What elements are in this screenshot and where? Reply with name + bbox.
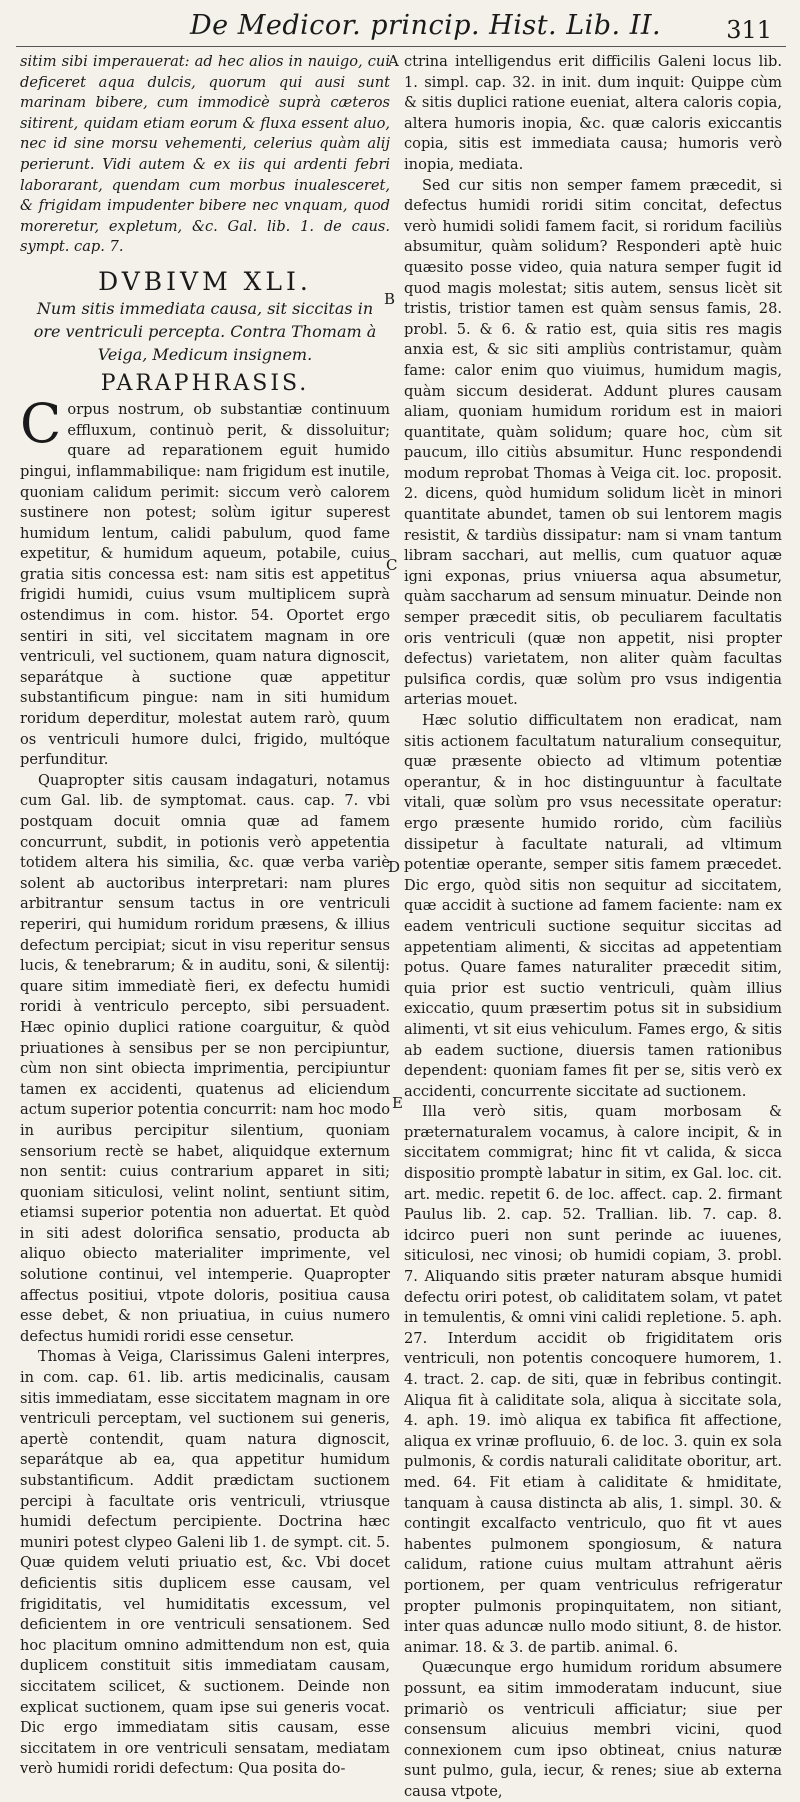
paragraph-3: Thomas à Veiga, Clarissimus Galeni interpres, in com. cap. 61. lib. artis medicinalis, causam sitis immediatam, esse siccitatem magnam in ore ventriculi perceptam, vel suctionem sui generis, apertè contendit, quam natura dignoscit, separátque ab ea, qua appetitur humidum substantificum. Addit prædictam suctionem percipi à facultate oris ventriculi, vtriusque humidi defectum percipiente. Doctrina hæc muniri potest clypeo Galeni lib 1. de sympt. cit. 5. Quæ quidem veluti priuatio est, &c. Vbi docet deficientis sitis duplicem esse causam, vel frigiditatis, vel humiditatis excessum, vel deficientem in ore ventriculi sensationem. Sed hoc placitum omnino admittendum non est, quia duplicem constituit sitis immediatam causam, siccitatem scilicet, & suctionem. Deinde non explicat suctionem, quam ipse sui generis vocat. Dic ergo immediatam sitis causam, esse siccitatem in ore ventriculi sensatam, mediatam verò humidi roridi defectum: Qua posita do-	[20, 1348, 390, 1778]
right-paragraph-3: Hæc solutio difficultatem non eradicat, nam sitis actionem facultatum naturalium consequitur, quæ præsente obiecto ad vltimum potentiæ operantur, & in hoc distinguuntur à facultate vitali, quæ solùm pro vsus necessitate operatur: ergo præsente humido rorido, cùm faciliùs dissipetur à facultate naturali, ad vltimum potentiæ operante, semper sitis famem præcedet. Dic ergo, quòd sitis non sequitur ad siccitatem, quæ accidit à suctione ad famem faciente: nam ex eadem ventriculi suctione sequitur siccitas ad appetentiam alimenti, & siccitas ad appetentiam potus. Quare fames naturaliter præcedit sitim, quia prior est suctio ventriculi, quàm illius exiccatio, quum præsertim potus sit in subsidium alimenti, vt sit eius vehiculum. Fames ergo, & sitis ab eadem suctione, diuersis tamen rationibus dependent: quoniam fames fit per se, sitis verò ex accidenti, concurrente siccitate ad suctionem.	[404, 712, 782, 1100]
paraphrasis-heading: PARAPHRASIS.	[100, 370, 310, 396]
margin-letter-d: D	[388, 858, 401, 876]
running-title: De Medicor. princip. Hist. Lib. II.	[190, 10, 662, 41]
question-heading: Num sitis immediata causa, sit siccitas in ore ventriculi percepta. Contra Thomam à Veiga, Medicum insignem.	[33, 298, 377, 364]
page-number: 311	[726, 16, 772, 44]
right-paragraph-4: Illa verò sitis, quam morbosam & præternaturalem vocamus, à calore incipit, & in siccitatem commigrat; hinc fit vt calida, & sicca dispositio promptè labatur in sitim, ex Gal. loc. cit. art. medic. repetit 6. de loc. affect. cap. 2. firmant Paulus lib. 2. cap. 52. Trallian. lib. 7. cap. 8. idcirco pueri non sunt perinde ac iuuenes, siticulosi, nec vinosi; ob humidi copiam, 3. probl. 7. Aliquando sitis præter naturam absque humidi defectu oriri potest, ob caliditatem solam, vt patet in temulentis, & omni vini calidi repletione. 5. aph. 27. Interdum accidit ob frigiditatem oris ventriculi, non potentis concoquere humorem, 1. 4. tract. 2. cap. de siti, quæ in febribus contingit. Aliqua fit à caliditate sola, aliqua à siccitate sola, 4. aph. 19. imò aliqua ex tabifica fit affectione, aliqua ex vrinæ profluuio, 6. de loc. 3. quin ex sola pulmonis, & cordis naturali caliditate oboritur, art. med. 64. Fit etiam à caliditate & hmiditate, tanquam à causa distincta ab alis, 1. simpl. 30. & contingit excalfacto ventriculo, quo fit vt aues habentes pulmonem spongiosum, & natura calidum, ratione cuius multam attrahunt aëris portionem, per quam ventriculus refrigeratur propter pulmonis propinquitatem, non sitiant, inter quas aduncæ nullo modo sitiunt, 8. de histor. animar. 18. & 3. de partib. animal. 6.	[404, 1103, 782, 1656]
right-paragraph-2: Sed cur sitis non semper famem præcedit, si defectus humidi roridi sitim concitat, defectus verò humidi solidi famem facit, si roridum faciliùs absumitur, quàm solidum? Responderi aptè huic quæsito posse video, quia natura semper fugit id quod magis molestat; sitis autem, sensus licèt sit tristis, tristior tamen est quàm sensus famis, 28. probl. 5. & 6. & ratio est, quia sitis res magis anxia est, & sic siti ampliùs contristamur, quàm fame: calor enim quo viuimus, humidum magis, quàm siccum desiderat. Addunt plures causam aliam, quoniam humidum roridum est in maiori quantitate, quàm solidum; quare hoc, cùm sit paucum, illo citiùs absumitur. Hunc respondendi modum reprobat Thomas à Veiga cit. loc. proposit. 2. dicens, quòd humidum solidum licèt in minori quantitate abundet, tamen ob sui lentorem magis resistit, & tardiùs dissipatur: nam si vnam tantum libram sacchari, aut mellis, cum quatuor aquæ igni exponas, prius vniuersa aqua absumetur, quàm saccharum ad sensum minuatur. Deinde non semper præcedit sitis, ob peculiarem facultatis oris ventriculi (quæ non appetit, nisi propter defectus) varietatem, non aliter quàm facultas pulsifica cordis, quæ solùm pro vsus indigentia arterias mouet.	[404, 176, 782, 709]
right-column	[404, 52, 782, 1802]
left-column	[20, 52, 390, 1780]
paragraph-1	[20, 392, 390, 771]
margin-letter-c: C	[386, 556, 398, 574]
margin-letter-e: E	[392, 1094, 403, 1112]
margin-letter-b: B	[384, 290, 396, 308]
margin-letter-a: A	[388, 52, 399, 70]
paragraph-1-text: orpus nostrum, ob substantiæ continuum effluxum, continuò perit, & dissoluitur; quare ad reparationem eguit humido pingui, inflammabilique: nam frigidum est inutile, quoniam calidum perimit: siccum verò calorem sustinere non potest; solùm igitur superest humidum lentum, calidi pabulum, quod fame expetitur, & humidum aqueum, potabile, cuius gratia sitis concessa est: nam sitis est appetitus frigidi humidi, cuius vsum multiplicem suprà ostendimus in com. histor. 54. Oportet ergo sentiri in siti, vel siccitatem magnam in ore ventriculi, vel suctionem, quam natura dignoscit, separátque à suctione quæ appetitur substantificum pingue: nam in siti humidum roridum deperditur, molestat autem rarò, quum os ventriculi humore dulci, frigido, multóque perfunditur.	[20, 401, 390, 769]
page-header	[0, 10, 800, 54]
dubium-heading: DVBIVM XLI.	[98, 266, 312, 296]
header-rule	[16, 46, 786, 47]
drop-cap: C	[20, 392, 62, 456]
paragraph-2: Quapropter sitis causam indagaturi, notamus cum Gal. lib. de symptomat. caus. cap. 7. vbi postquam docuit omnia quæ ad famem concurrunt, subdit, in potionis verò appetentia totidem altera his similia, &c. quæ verba variè solent ab auctoribus interpretari: nam plures arbitrantur sensum tactus in ore ventriculi reperiri, qui humidum roridum præsens, & illius defectum percipiat; sicut in visu reperitur sensus lucis, & tenebrarum; & in auditu, soni, & silentij: quare sitim immediatè fieri, ex defectu humidi roridi à ventriculo percepto, sibi persuadent. Hæc opinio duplici ratione coarguitur, & quòd priuationes à sensibus per se non percipiuntur, cùm non sint obiecta imprimentia, percipiuntur tamen ex accidenti, quatenus ad eliciendum actum superior potentia concurrit: nam hoc modo in auribus percipitur silentium, quoniam sensorium rectè se habet, aliquidque externum non sentit: cuius contrarium apparet in siti; quoniam siticulosi, velint nolint, sentiunt sitim, etiamsi superior potentia non aduertat. Et quòd in siti adest dolorifica sensatio, producta ab aliquo obiecto materialiter imprimente, vel solutione continui, vel intemperie. Quapropter affectus positiui, vtpote doloris, positiua causa esse debet, & non priuatiua, in cuius numero defectus humidi roridi esse censetur.	[20, 771, 390, 1345]
intro-paragraph: sitim sibi imperauerat: ad hec alios in nauigo, cui deficeret aqua dulcis, quorum qui ausi sunt marinam bibere, cum immodicè suprà cæteros sitirent, quidam etiam eorum & fluxa essent aluo, nec id sine morsu vehementi, celerius quàm alij perierunt. Vidi autem & ex iis qui ardenti febri laborarant, quendam cum morbus inualesceret, & frigidam impudenter bibere nec vnquam, quod moreretur, expletum, &c. Gal. lib. 1. de caus. sympt. cap. 7.	[20, 53, 390, 256]
right-paragraph-5: Quæcunque ergo humidum roridum absumere possunt, ea sitim immoderatam inducunt, siue primariò os ventriculi afficiatur; siue per consensum alicuius membri vicini, quod connexionem cum ipso obtineat, cnius naturæ sunt pulmo, gula, iecur, & renes; siue ab externa causa vtpote,	[404, 1659, 782, 1800]
right-paragraph-1: ctrina intelligendus erit difficilis Galeni locus lib. 1. simpl. cap. 32. in init. dum inquit: Quippe cùm & sitis duplici ratione eueniat, altera caloris copia, altera humoris inopia, &c. quæ caloris exiccantis copia, sitis est immediata causa; humoris verò inopia, mediata.	[404, 53, 782, 173]
